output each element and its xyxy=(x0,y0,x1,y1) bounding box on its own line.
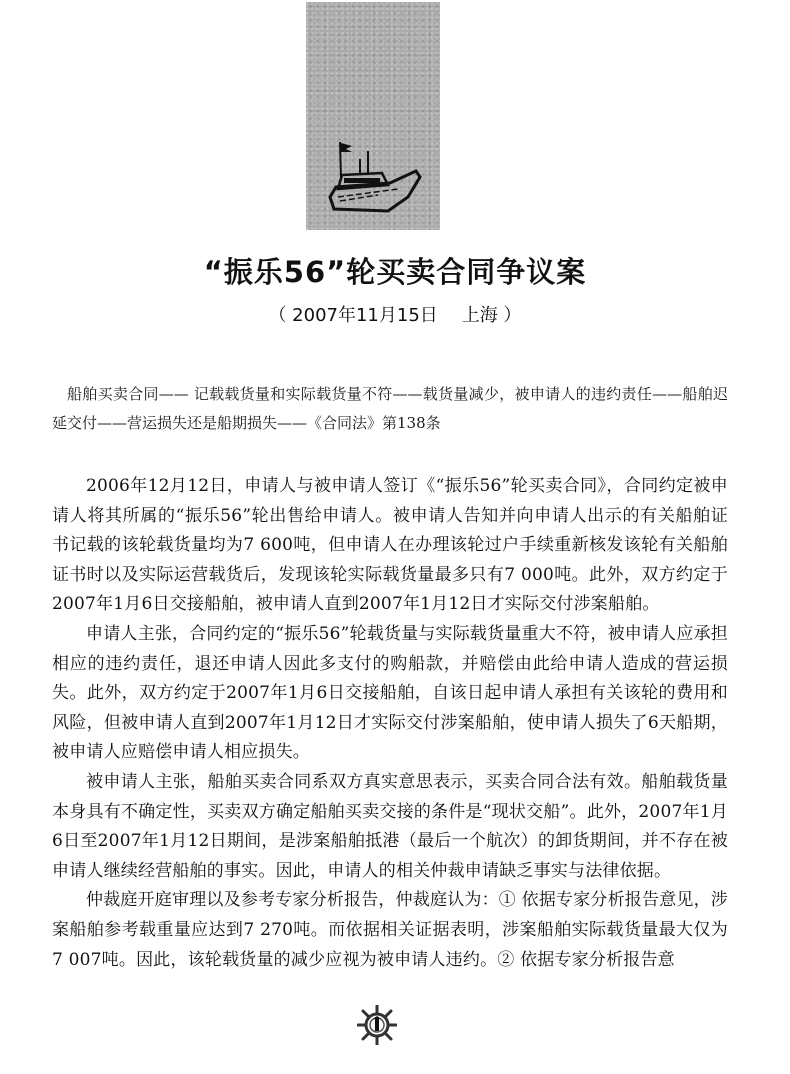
case-date: （ 2007年11月15日 xyxy=(268,305,438,326)
keywords-abstract: 船舶买卖合同—— 记载载货量和实际载货量不符——载货量减少，被申请人的违约责任——船舶迟延交付——营运损失还是船期损失——《合同法》第138条 xyxy=(52,385,728,432)
page-title: “振乐56”轮买卖合同争议案 xyxy=(203,255,587,289)
paragraph-facts: 2006年12月12日，申请人与被申请人签订《“振乐56”轮买卖合同》，合同约定被申请人将其所属的“振乐56”轮出售给申请人。被申请人告知并向申请人出示的有关船舶证书记载的该轮载货量均为7 600吨，但申请人在办理该轮过户手续重新核发该轮有关船舶证书时以及实际运营载货后，发现该轮实际载货量最多只有7 000吨。此外，双方约定于2007年1月6日交接船舶，被申请人直到2007年1月12日才实际交付涉案船舶。 xyxy=(52,476,728,615)
case-body xyxy=(52,472,728,975)
ship-wheel-icon xyxy=(357,1005,397,1045)
case-location: 上海 ） xyxy=(461,305,522,326)
paragraph-tribunal-opinion: 仲裁庭开庭审理以及参考专家分析报告，仲裁庭认为：① 依据专家分析报告意见，涉案船舶参考载重量应达到7 270吨。而依据相关证据表明，涉案船舶实际载货量最大仅为7 007吨。因此，该轮载货量的减少应视为被申请人违约。② 依据专家分析报告意 xyxy=(52,890,729,970)
header-illustration xyxy=(306,2,440,230)
ship-icon xyxy=(328,137,424,217)
paragraph-claimant-position: 申请人主张，合同约定的“振乐56”轮载货量与实际载货量重大不符，被申请人应承担相应的违约责任，退还申请人因此多支付的购船款，并赔偿由此给申请人造成的营运损失。此外，双方约定于2007年1月6日交接船舶，自该日起申请人承担有关该轮的费用和风险，但被申请人直到2007年1月12日才实际交付涉案船舶，使申请人损失了6天船期，被申请人应赔偿申请人相应损失。 xyxy=(52,623,728,763)
case-date-location xyxy=(0,301,790,327)
paragraph-respondent-position: 被申请人主张，船舶买卖合同系双方真实意思表示，买卖合同合法有效。船舶载货量本身具有不确定性，买卖双方确定船舶买卖交接的条件是“现状交船”。此外，2007年1月6日至2007年1月12日期间，是涉案船舶抵港（最后一个航次）的卸货期间，并不存在被申请人继续经营船舶的事实。因此，申请人的相关仲裁申请缺乏事实与法律依据。 xyxy=(52,771,728,881)
footer-ornament xyxy=(357,1005,397,1049)
